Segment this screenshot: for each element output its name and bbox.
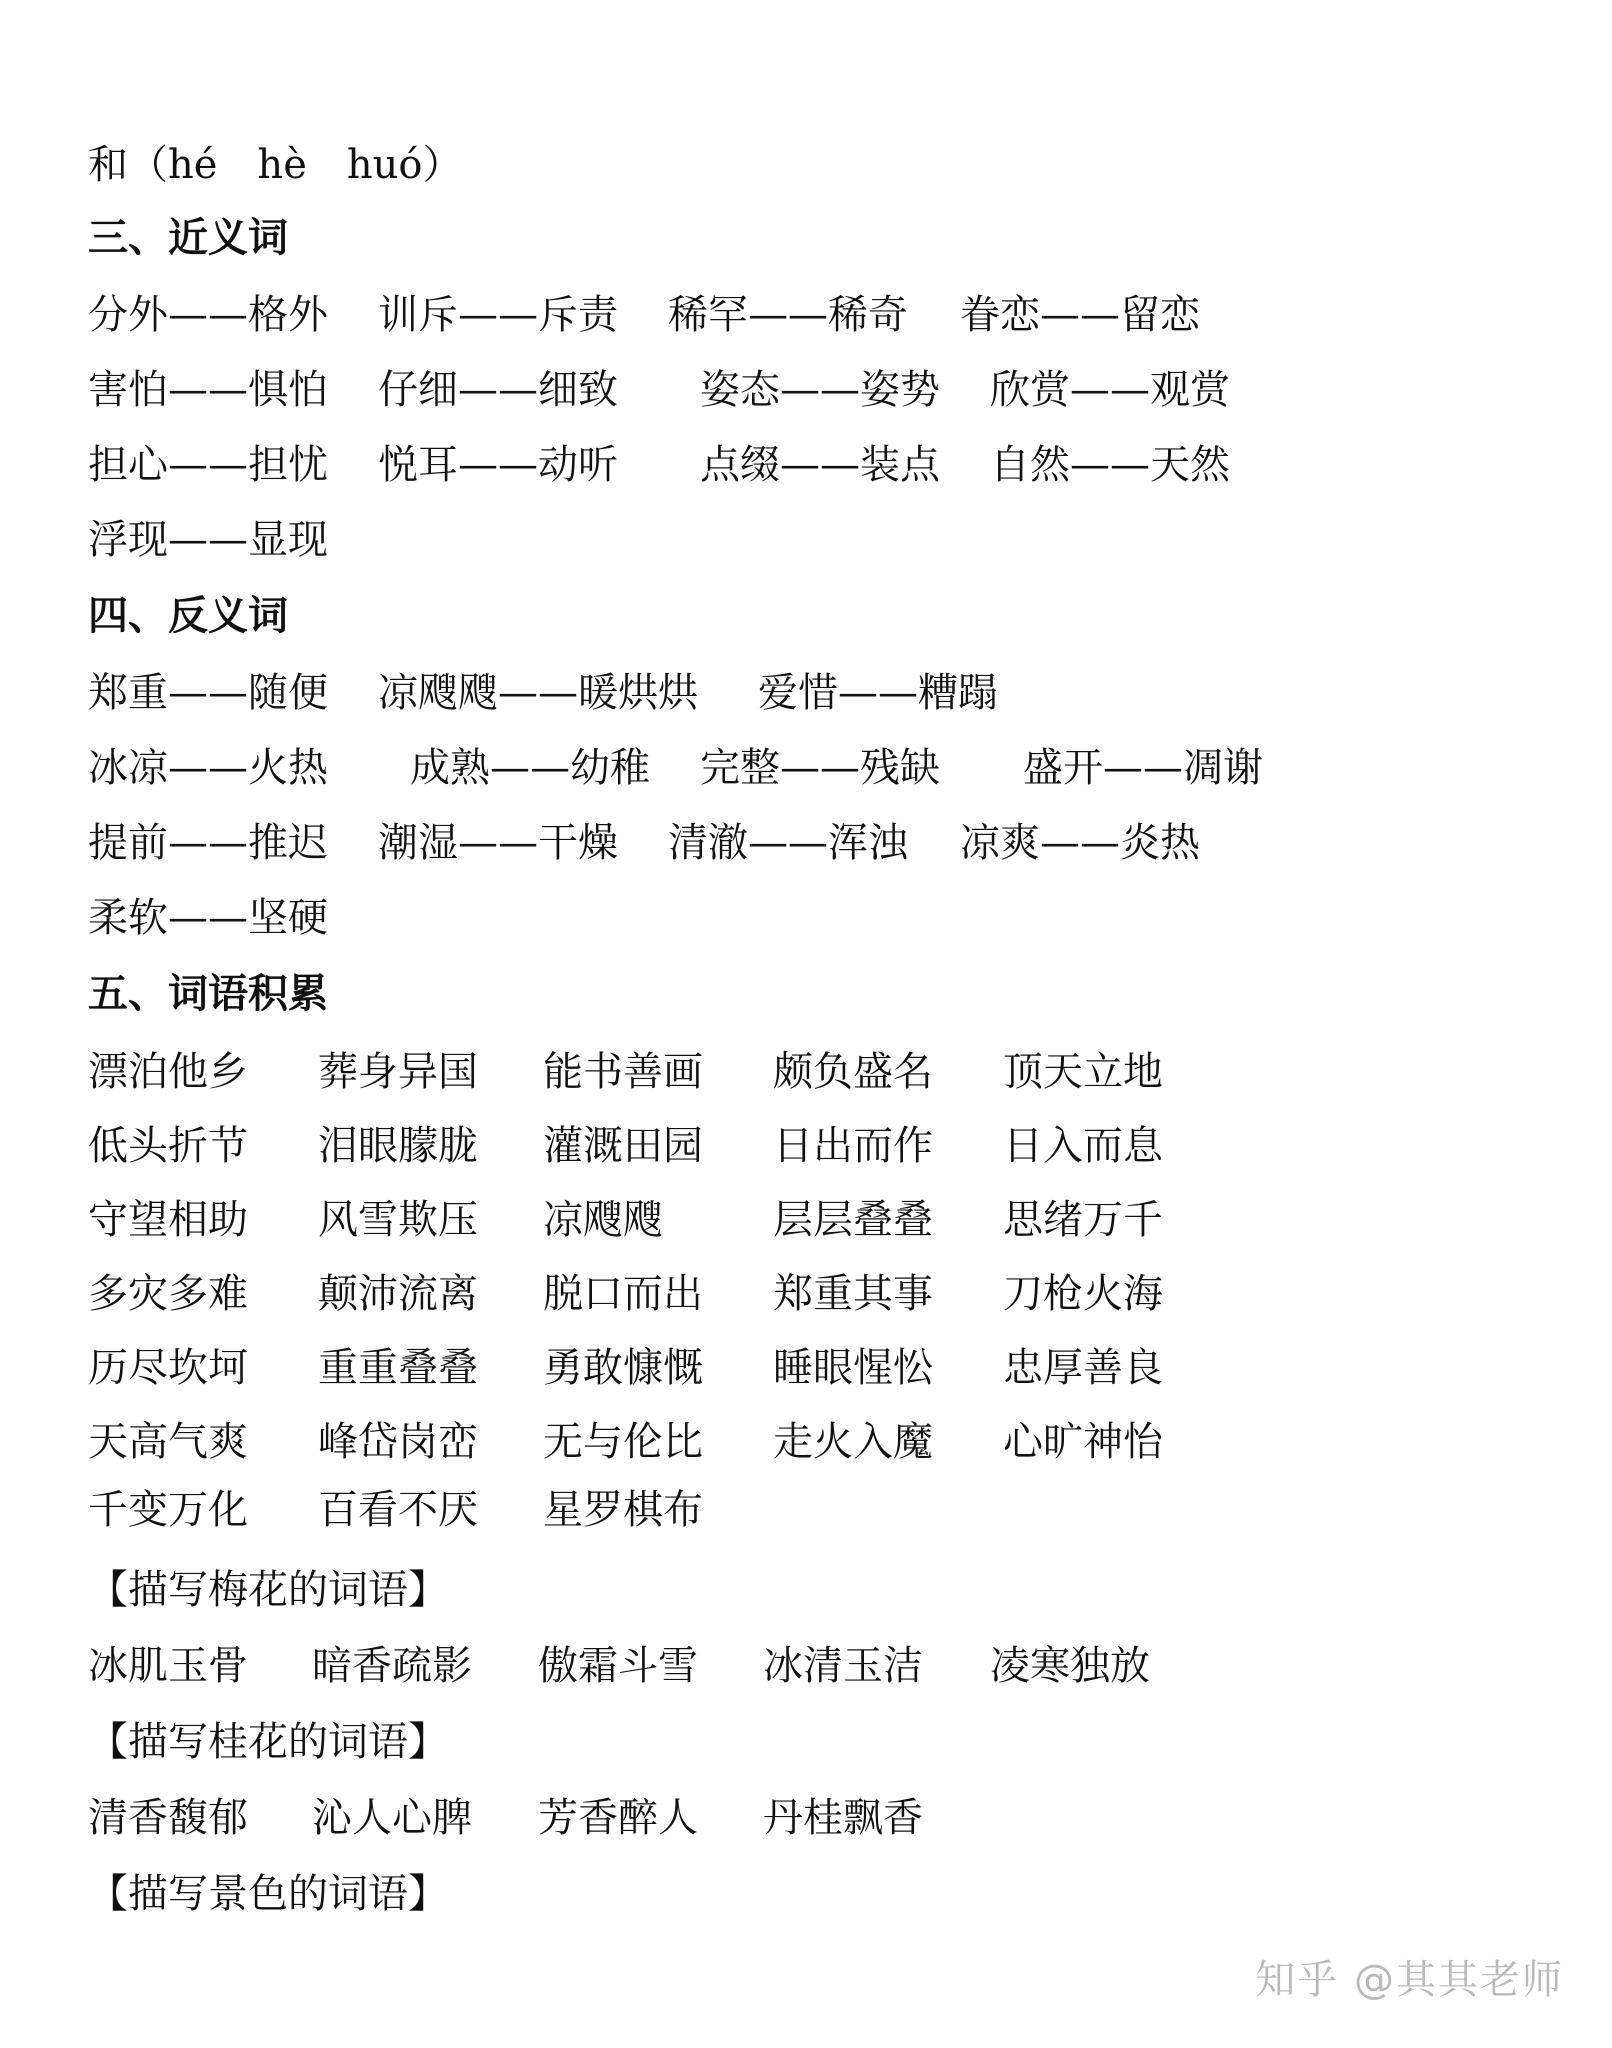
synonym-pair: 姿态——姿势 xyxy=(700,367,940,413)
idiom: 沁人心脾 xyxy=(312,1795,472,1841)
synonym-pair: 训斥——斥责 xyxy=(378,292,618,338)
idiom: 百看不厌 xyxy=(318,1487,478,1533)
osmanthus-tag: 【描写桂花的词语】 xyxy=(88,1719,448,1765)
idiom: 历尽坎坷 xyxy=(88,1345,248,1391)
idiom: 刀枪火海 xyxy=(1003,1271,1163,1317)
watermark: 知乎 @其其老师 xyxy=(1255,1957,1564,2003)
synonym-pair: 仔细——细致 xyxy=(378,367,618,413)
synonym-pair: 眷恋——留恋 xyxy=(960,292,1200,338)
idiom: 睡眼惺忪 xyxy=(773,1345,933,1391)
synonym-pair: 欣赏——观赏 xyxy=(990,367,1230,413)
idiom: 日入而息 xyxy=(1003,1123,1163,1169)
antonym-pair: 盛开——凋谢 xyxy=(1023,745,1263,791)
synonym-pair: 害怕——惧怕 xyxy=(88,367,328,413)
vocabulary-heading: 五、词语积累 xyxy=(88,970,328,1017)
synonym-pair: 点缀——装点 xyxy=(700,442,940,488)
antonym-pair: 凉爽——炎热 xyxy=(960,820,1200,866)
idiom: 千变万化 xyxy=(88,1487,248,1533)
idiom: 傲霜斗雪 xyxy=(538,1643,698,1689)
synonyms-row xyxy=(88,517,328,563)
idiom: 多灾多难 xyxy=(88,1271,248,1317)
idiom: 凌寒独放 xyxy=(990,1643,1150,1689)
antonyms-heading: 四、反义词 xyxy=(88,592,288,639)
synonym-pair: 自然——天然 xyxy=(990,442,1230,488)
idiom: 暗香疏影 xyxy=(312,1643,472,1689)
idiom: 泪眼朦胧 xyxy=(318,1123,478,1169)
synonym-pair: 稀罕——稀奇 xyxy=(668,292,908,338)
idiom: 重重叠叠 xyxy=(318,1345,478,1391)
antonym-pair: 郑重——随便 xyxy=(88,670,328,716)
idiom: 漂泊他乡 xyxy=(88,1049,248,1095)
idiom: 葬身异国 xyxy=(318,1049,478,1095)
idiom: 思绪万千 xyxy=(1003,1197,1163,1243)
idiom: 守望相助 xyxy=(88,1197,248,1243)
antonyms-row xyxy=(88,895,328,941)
idiom: 颠沛流离 xyxy=(318,1271,478,1317)
synonym-pair: 悦耳——动听 xyxy=(378,442,618,488)
idiom: 芳香醉人 xyxy=(538,1795,698,1841)
antonym-pair: 爱惜——糟蹋 xyxy=(758,670,998,716)
idiom: 忠厚善良 xyxy=(1003,1345,1163,1391)
idiom: 能书善画 xyxy=(543,1049,703,1095)
antonym-pair: 完整——残缺 xyxy=(700,745,940,791)
idiom: 峰岱岗峦 xyxy=(318,1419,478,1465)
antonym-pair: 冰凉——火热 xyxy=(88,745,328,791)
idiom: 无与伦比 xyxy=(543,1419,703,1465)
idiom: 冰清玉洁 xyxy=(763,1643,923,1689)
idiom: 凉飕飕 xyxy=(543,1197,663,1243)
scenery-tag: 【描写景色的词语】 xyxy=(88,1871,448,1917)
idiom: 丹桂飘香 xyxy=(763,1795,923,1841)
antonym-pair: 凉飕飕——暖烘烘 xyxy=(378,670,698,716)
idiom: 冰肌玉骨 xyxy=(88,1643,248,1689)
synonym-pair: 浮现——显现 xyxy=(88,517,328,563)
idiom: 灌溉田园 xyxy=(543,1123,703,1169)
antonym-pair: 潮湿——干燥 xyxy=(378,820,618,866)
idiom: 风雪欺压 xyxy=(318,1197,478,1243)
idiom: 日出而作 xyxy=(773,1123,933,1169)
synonym-pair: 担心——担忧 xyxy=(88,442,328,488)
idiom: 低头折节 xyxy=(88,1123,248,1169)
antonym-pair: 柔软——坚硬 xyxy=(88,895,328,941)
pinyin-line: 和（hé hè huó） xyxy=(88,142,463,188)
synonym-pair: 分外——格外 xyxy=(88,292,328,338)
idiom: 顶天立地 xyxy=(1003,1049,1163,1095)
idiom: 走火入魔 xyxy=(773,1419,933,1465)
idiom: 清香馥郁 xyxy=(88,1795,248,1841)
plum-tag: 【描写梅花的词语】 xyxy=(88,1567,448,1613)
idiom: 天高气爽 xyxy=(88,1419,248,1465)
synonyms-heading: 三、近义词 xyxy=(88,214,288,261)
antonym-pair: 清澈——浑浊 xyxy=(668,820,908,866)
idiom: 勇敢慷慨 xyxy=(543,1345,703,1391)
idiom: 脱口而出 xyxy=(543,1271,703,1317)
idiom: 心旷神怡 xyxy=(1003,1419,1163,1465)
idiom: 层层叠叠 xyxy=(773,1197,933,1243)
idiom: 星罗棋布 xyxy=(543,1487,703,1533)
idiom: 郑重其事 xyxy=(773,1271,933,1317)
antonym-pair: 成熟——幼稚 xyxy=(410,745,650,791)
antonym-pair: 提前——推迟 xyxy=(88,820,328,866)
idiom: 颇负盛名 xyxy=(773,1049,933,1095)
